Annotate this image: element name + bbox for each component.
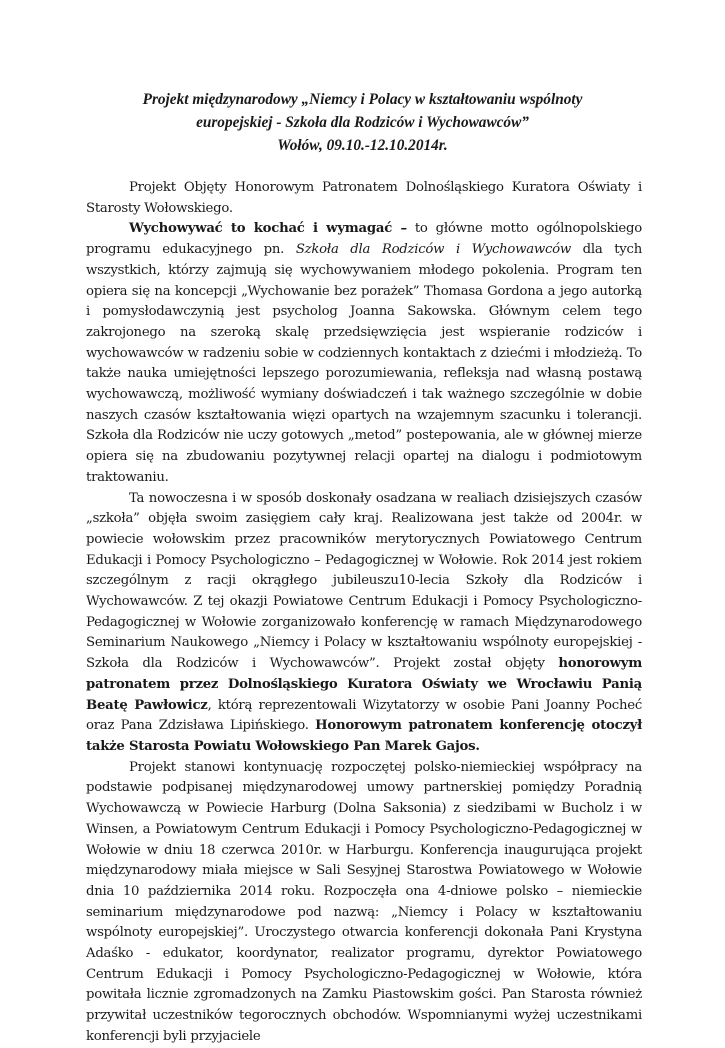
paragraph-patronage: Projekt Objęty Honorowym Patronatem Dolnośląskiego Kuratora Oświaty i Starosty Wołowskiego. [86, 180, 642, 216]
starosta-patronage-bold: Honorowym patronatem konferencję otoczył także Starosta Powiatu Wołowskiego Pan Marek Gajos. [86, 718, 642, 754]
motto-text-a: to główne motto ogólnopolskiego programu edukacyjnego pn. [86, 221, 642, 258]
paragraph-motto [86, 219, 642, 488]
title-line-1: Projekt międzynarodowy „Niemcy i Polacy w kształtowaniu wspólnoty [142, 91, 583, 108]
school-text-a: Ta nowoczesna i w sposób doskonały osadzana w realiach dzisiejszych czasów „szkoła” objęła swoim zasięgiem cały kraj. Realizowana jest także od 2004r. w powiecie wołowskim przez pracowników merytorycznych Powiatowego Centrum Edukacji i Pomocy Psychologiczno – Pedagogicznej w Wołowie. Rok 2014 jest rokiem szczególnym z racji okrągłego jubileuszu10-lecia Szkoły dla Rodziców i Wychowawców. Z tej okazji Powiatowe Centrum Edukacji i Pomocy Psychologiczno-Pedagogicznej w Wołowie zorganizowało konferencję w ramach Międzynarodowego Seminarium Naukowego „Niemcy i Polacy w kształtowaniu wspólnoty europejskiej - Szkoła dla Rodziców i Wychowawców”. Projekt został objęty [86, 490, 642, 672]
title-line-2: europejskiej - Szkoła dla Rodziców i Wychowawców” [196, 114, 529, 131]
honorary-patronage-bold: honorowym patronatem przez Dolnośląskiego Kuratora Oświaty we Wrocławiu Panią Beatę Pawłowicz [86, 656, 642, 713]
school-text-b: , którą reprezentowali Wizytatorzy w osobie Pani Joanny Pocheć oraz Pana Zdzisława Lipińskiego. [86, 697, 642, 734]
motto-text-b: dla tych wszystkich, którzy zajmują się wychowywaniem młodego pokolenia. Program ten opiera się na koncepcji „Wychowanie bez porażek” Thomasa Gordona a jego autorką i pomysłodawczynią jest psycholog Joanna Sakowska. Głównym celem tego zakrojonego na szeroką skalę przedsięwzięcia jest wspieranie rodziców i wychowawców w radzeniu sobie w codziennych kontaktach z dziećmi i młodzieżą. To także nauka umiejętności lepszego porozumiewania, refleksja nad własną postawą wychowawczą, możliwość wymiany doświadczeń i tak ważnego szczególnie w dobie naszych czasów kształtowania więzi opartych na wzajemnym szacunku i tolerancji. Szkoła dla Rodziców nie uczy gotowych „metod” postepowania, ale w głównej mierze opiera się na zbudowaniu pozytywnej relacji opartej na dialogu i podmiotowym traktowaniu. [86, 242, 642, 485]
paragraph-school [86, 489, 642, 758]
program-name-italic: Szkoła dla Rodziców i Wychowawców [295, 242, 571, 258]
paragraph-project: Projekt stanowi kontynuację rozpoczętej polsko-niemieckiej współpracy na podstawie podpisanej międzynarodowej umowy partnerskiej pomiędzy Poradnią Wychowawczą w Powiecie Harburg (Dolna Saksonia) z siedzibami w Bucholz i w Winsen, a Powiatowym Centrum Edukacji i Pomocy Psychologiczno-Pedagogicznej w Wołowie w dniu 18 czerwca 2010r. w Harburgu. Konferencja inaugurująca projekt międzynarodowy miała miejsce w Sali Sesyjnej Starostwa Powiatowego w Wołowie dnia 10 października 2014 roku. Rozpoczęła ona 4-dniowe polsko – niemieckie seminarium międzynarodowe pod nazwą: „Niemcy i Polacy w kształtowaniu wspólnoty europejskiej”. Uroczystego otwarcia konferencji dokonała Pani Krystyna Adaśko - edukator, koordynator, realizator programu, dyrektor Powiatowego Centrum Edukacji i Pomocy Psychologiczno-Pedagogicznej w Wołowie, która powitała licznie zgromadzonych na Zamku Piastowskim gości. Pan Starosta również przywitał uczestników tegorocznych obchodów. Wspomnianymi wyżej uczestnikami konferencji byli przyjaciele [86, 759, 642, 1044]
title-line-3: Wołów, 09.10.-12.10.2014r. [277, 137, 448, 154]
motto-bold: Wychowywać to kochać i wymagać – [129, 221, 407, 237]
document-body [86, 178, 642, 1048]
document-title [70, 88, 655, 157]
